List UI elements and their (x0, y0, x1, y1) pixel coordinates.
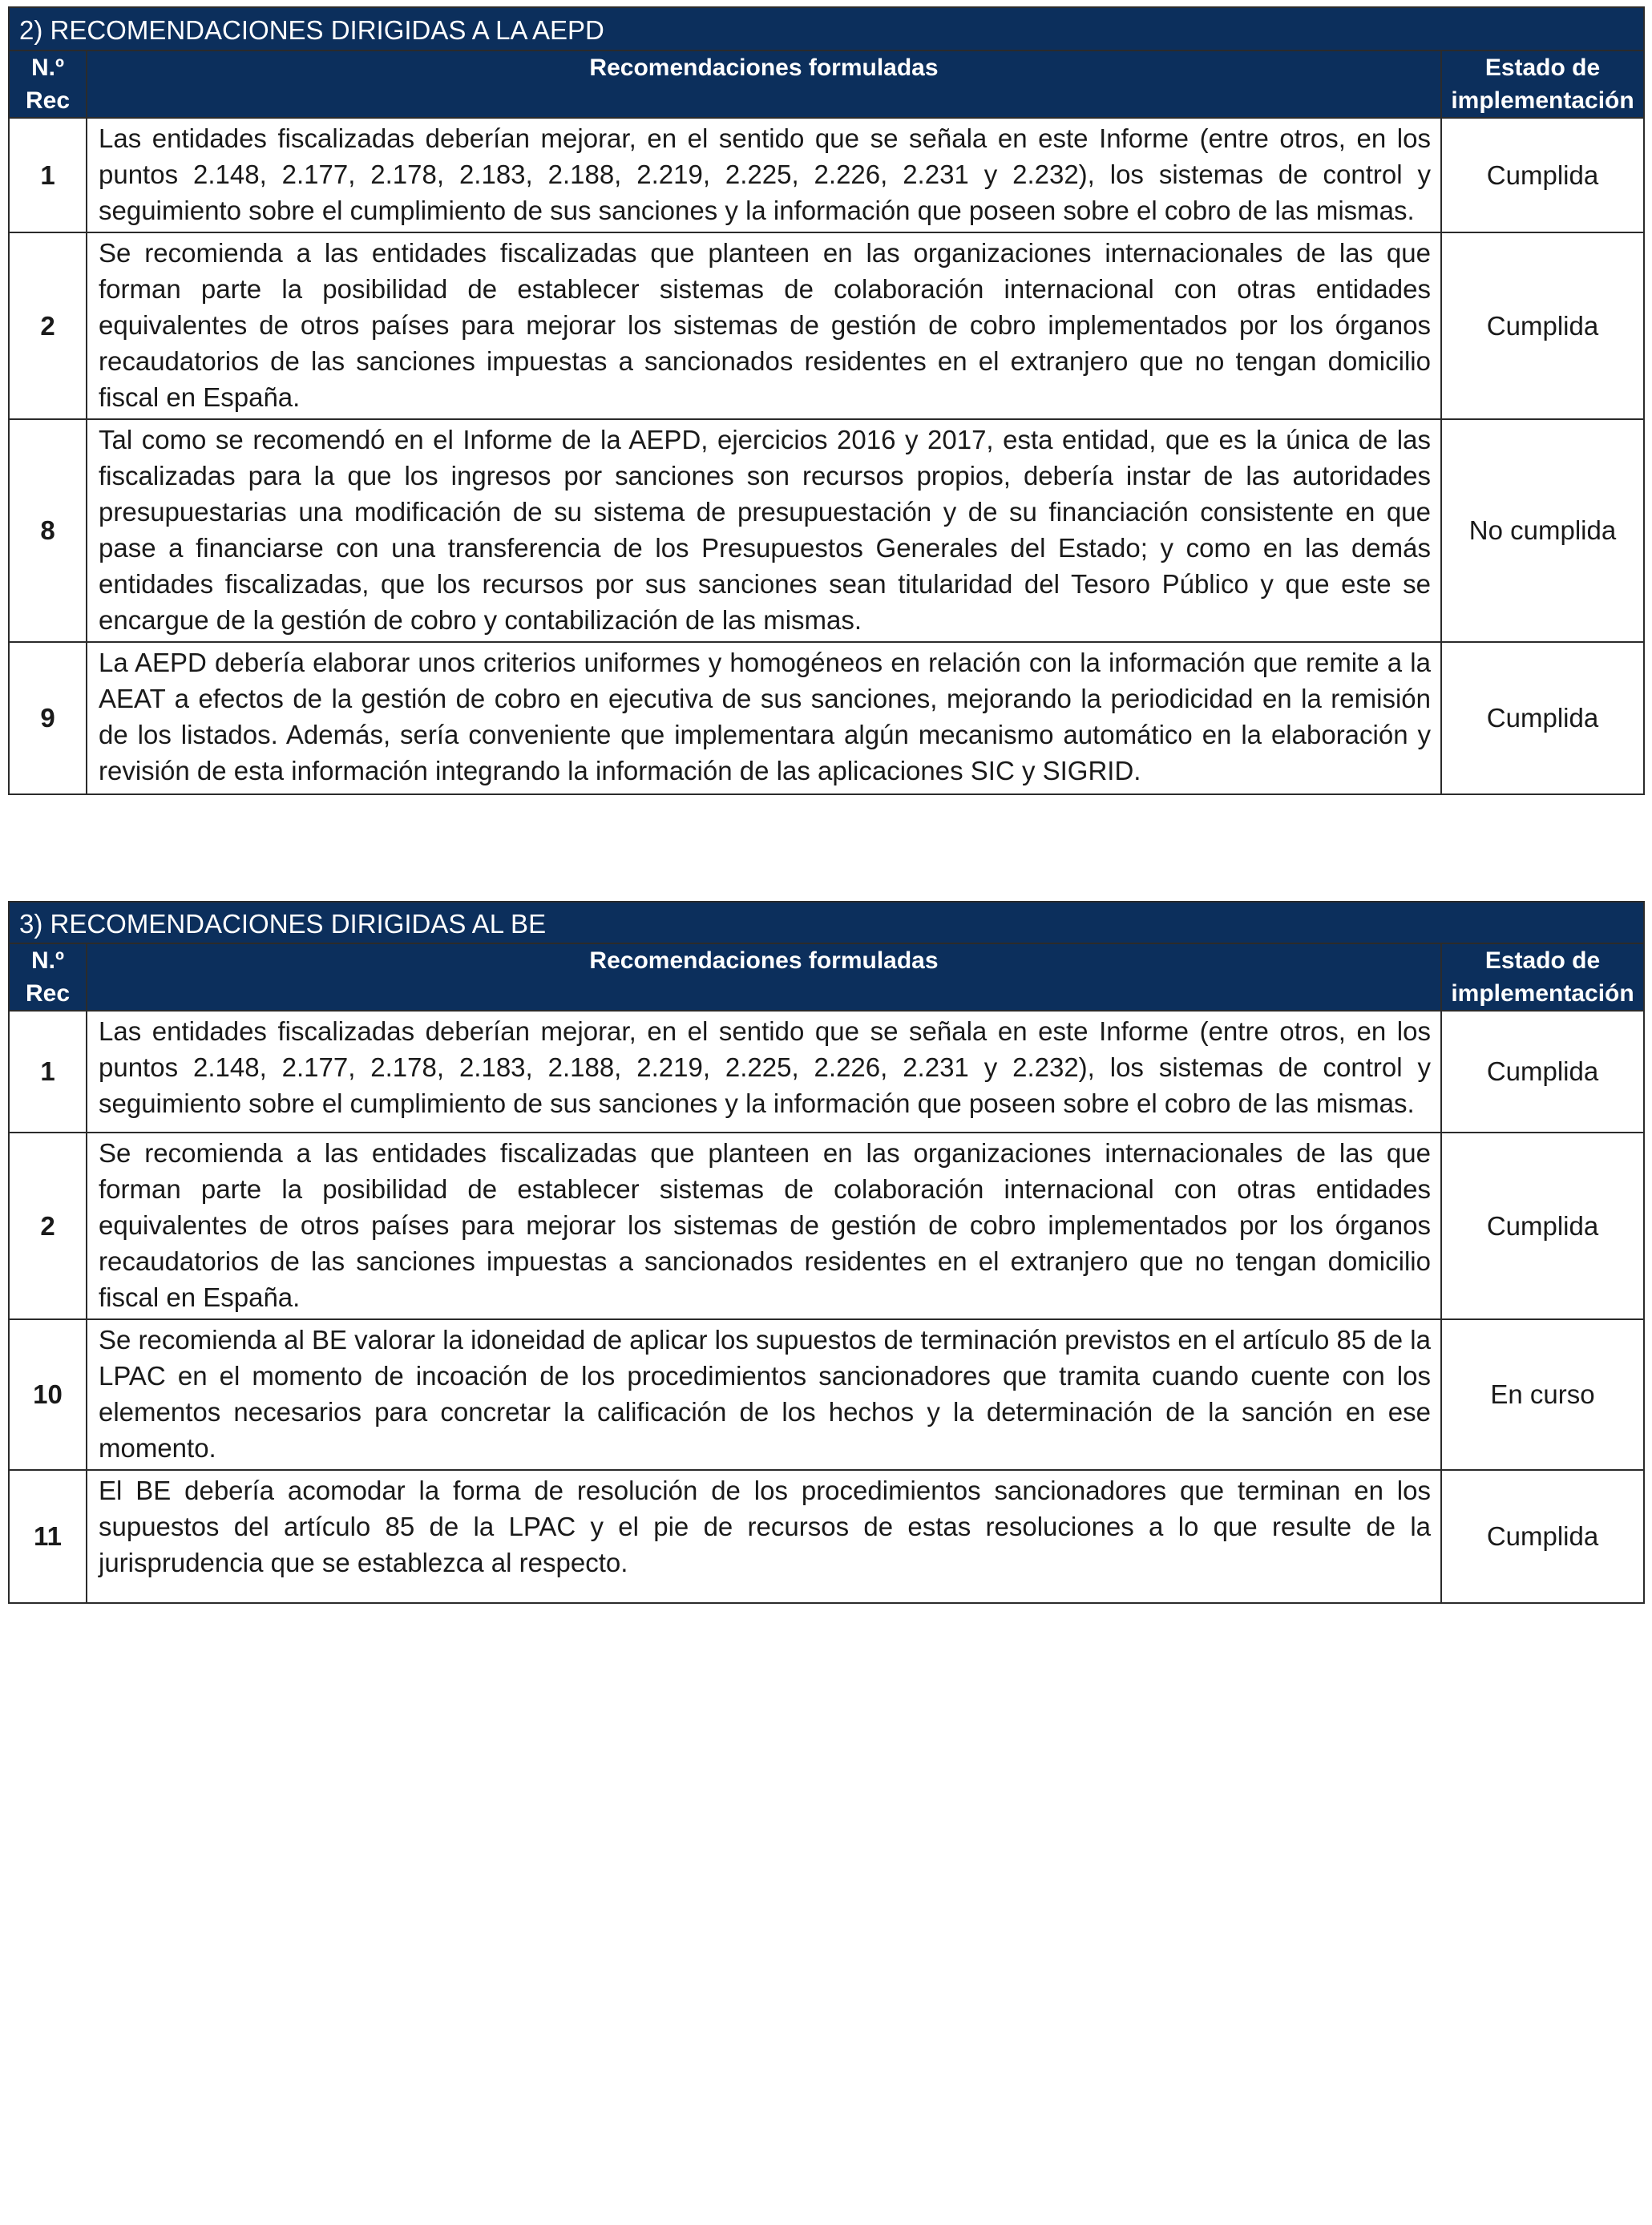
rec-status: Cumplida (1441, 1133, 1644, 1319)
table-row (9, 419, 1644, 642)
table-title: 3) RECOMENDACIONES DIRIGIDAS AL BE (9, 902, 1644, 943)
column-header-status: Estado de implementación (1441, 50, 1644, 118)
rec-status: Cumplida (1441, 1470, 1644, 1603)
table-title: 2) RECOMENDACIONES DIRIGIDAS A LA AEPD (9, 7, 1644, 50)
table-row (9, 642, 1644, 794)
rec-status: En curso (1441, 1319, 1644, 1470)
rec-number: 2 (9, 232, 87, 419)
table-row (9, 1319, 1644, 1470)
rec-number: 8 (9, 419, 87, 642)
rec-text: Las entidades fiscalizadas deberían mejorar, en el sentido que se señala en este Informe (entre otros, en los puntos 2.148, 2.177, 2.178, 2.183, 2.188, 2.219, 2.225, 2.226, 2.231 y 2.232), los sistemas de control y seguimiento sobre el cumplimiento de sus sanciones y la información que poseen sobre el cobro de las mismas. (87, 118, 1441, 232)
rec-text: Las entidades fiscalizadas deberían mejorar, en el sentido que se señala en este Informe (entre otros, en los puntos 2.148, 2.177, 2.178, 2.183, 2.188, 2.219, 2.225, 2.226, 2.231 y 2.232), los sistemas de control y seguimiento sobre el cumplimiento de sus sanciones y la información que poseen sobre el cobro de las mismas. (87, 1011, 1441, 1133)
rec-number: 2 (9, 1133, 87, 1319)
rec-status: No cumplida (1441, 419, 1644, 642)
rec-number: 10 (9, 1319, 87, 1470)
rec-status: Cumplida (1441, 642, 1644, 794)
table-row (9, 1133, 1644, 1319)
recommendations-table-aepd (8, 6, 1645, 795)
rec-text: La AEPD debería elaborar unos criterios uniformes y homogéneos en relación con la información que remite a la AEAT a efectos de la gestión de cobro en ejecutiva de sus sanciones, mejorando la periodicidad en la remisión de los listados. Además, sería conveniente que implementara algún mecanismo automático en la elaboración y revisión de esta información integrando la información de las aplicaciones SIC y SIGRID. (87, 642, 1441, 794)
rec-text: Se recomienda a las entidades fiscalizadas que planteen en las organizaciones internacionales de las que forman parte la posibilidad de establecer sistemas de colaboración internacional con otras entidades equivalentes de otros países para mejorar los sistemas de gestión de cobro implementados por los órganos recaudatorios de las sanciones impuestas a sancionados residentes en el extranjero que no tengan domicilio fiscal en España. (87, 1133, 1441, 1319)
rec-text: El BE debería acomodar la forma de resolución de los procedimientos sancionadores que terminan en los supuestos del artículo 85 de la LPAC y el pie de recursos de estas resoluciones a lo que resulte de la jurisprudencia que se establezca al respecto. (87, 1470, 1441, 1603)
column-header-status: Estado de implementación (1441, 943, 1644, 1011)
recommendations-table-be (8, 901, 1645, 1604)
rec-number: 1 (9, 1011, 87, 1133)
rec-text: Se recomienda al BE valorar la idoneidad de aplicar los supuestos de terminación previstos en el artículo 85 de la LPAC en el momento de incoación de los procedimientos sancionadores que tramita cuando cuente con los elementos necesarios para concretar la calificación de los hechos y la determinación de la sanción en ese momento. (87, 1319, 1441, 1470)
rec-number: 9 (9, 642, 87, 794)
rec-text: Se recomienda a las entidades fiscalizadas que planteen en las organizaciones internacionales de las que forman parte la posibilidad de establecer sistemas de colaboración internacional con otras entidades equivalentes de otros países para mejorar los sistemas de gestión de cobro implementados por los órganos recaudatorios de las sanciones impuestas a sancionados residentes en el extranjero que no tengan domicilio fiscal en España. (87, 232, 1441, 419)
rec-number: 1 (9, 118, 87, 232)
rec-status: Cumplida (1441, 1011, 1644, 1133)
column-header-recommendation: Recomendaciones formuladas (87, 50, 1441, 118)
rec-status: Cumplida (1441, 118, 1644, 232)
column-header-num: N.º Rec (9, 50, 87, 118)
table-row (9, 1011, 1644, 1133)
rec-text: Tal como se recomendó en el Informe de la AEPD, ejercicios 2016 y 2017, esta entidad, que es la única de las fiscalizadas para la que los ingresos por sanciones son recursos propios, debería instar de las autoridades presupuestarias una modificación de su sistema de presupuestación y de su financiación consistente en que pase a financiarse con una transferencia de los Presupuestos Generales del Estado; y como en las demás entidades fiscalizadas, que los recursos por sus sanciones sean titularidad del Tesoro Público y que este se encargue de la gestión de cobro y contabilización de las mismas. (87, 419, 1441, 642)
table-row (9, 1470, 1644, 1603)
rec-number: 11 (9, 1470, 87, 1603)
rec-status: Cumplida (1441, 232, 1644, 419)
column-header-num: N.º Rec (9, 943, 87, 1011)
table-row (9, 232, 1644, 419)
column-header-recommendation: Recomendaciones formuladas (87, 943, 1441, 1011)
table-row (9, 118, 1644, 232)
